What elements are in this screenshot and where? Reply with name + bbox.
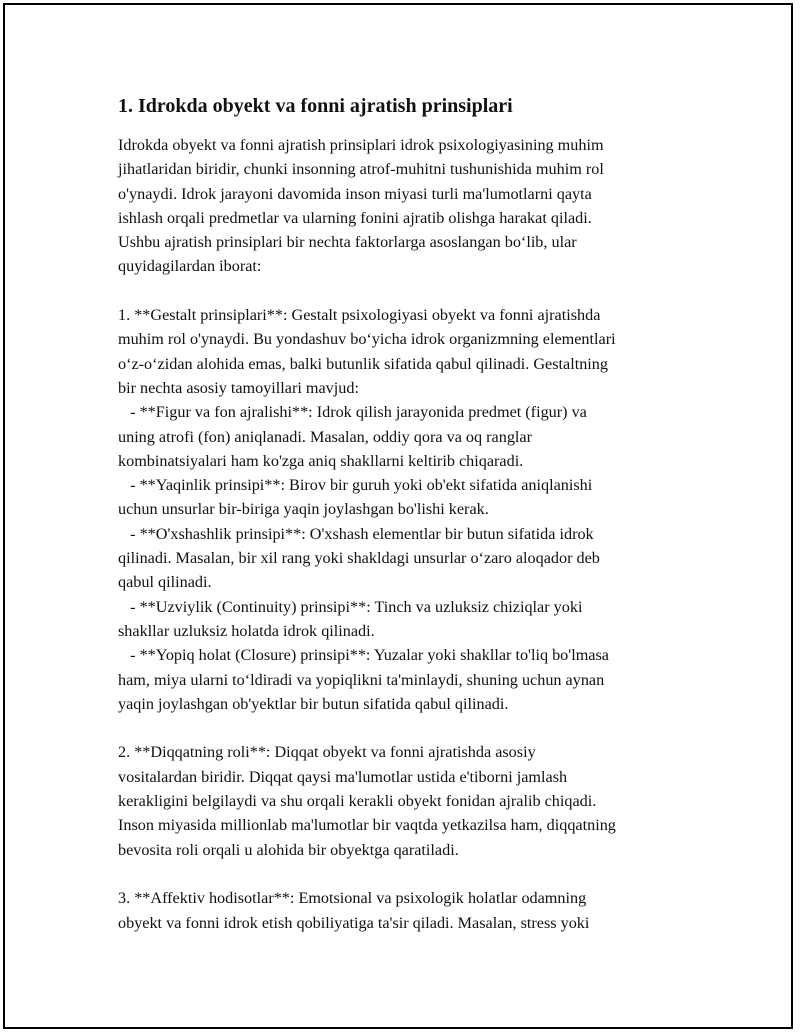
document-content: [118, 92, 698, 935]
document-body: Idrokda obyekt va fonni ajratish prinsiplari idrok psixologiyasining muhim jihatlaridan biridir, chunki insonning atrof-muhitni tushunishida muhim rol o'ynaydi. Idrok jarayoni davomida inson miyasi turli ma'lumotlarni qayta ishlash orqali predmetlar va ularning fonini ajratib olishga harakat qiladi. Ushbu ajratish prinsiplari bir nechta faktorlarga asoslangan bo‘lib, ular quyidagilardan iborat: 1. **Gestalt prinsiplari**: Gestalt psixologiyasi obyekt va fonni ajratishda muhim rol o'ynaydi. Bu yondashuv bo‘yicha idrok organizmning elementlari o‘z-o‘zidan alohida emas, balki butunlik sifatida qabul qilinadi. Gestaltning bir nechta asosiy tamoyillari mavjud: - **Figur va fon ajralishi**: Idrok qilish jarayonida predmet (figur) va uning atrofi (fon) aniqlanadi. Masalan, oddiy qora va oq ranglar kombinatsiyalari ham ko'zga aniq shakllarni keltirib chiqaradi. - **Yaqinlik prinsipi**: Birov bir guruh yoki ob'ekt sifatida aniqlanishi uchun unsurlar bir-biriga yaqin joylashgan bo'lishi kerak. - **O'xshashlik prinsipi**: O'xshash elementlar bir butun sifatida idrok qilinadi. Masalan, bir xil rang yoki shakldagi unsurlar o‘zaro aloqador deb qabul qilinadi. - **Uzviylik (Continuity) prinsipi**: Tinch va uzluksiz chiziqlar yoki shakllar uzluksiz holatda idrok qilinadi. - **Yopiq holat (Closure) prinsipi**: Yuzalar yoki shakllar to'liq bo'lmasa ham, miya ularni to‘ldiradi va yopiqlikni ta'minlaydi, shuning uchun aynan yaqin joylashgan ob'yektlar bir butun sifatida qabul qilinadi. 2. **Diqqatning roli**: Diqqat obyekt va fonni ajratishda asosiy vositalardan biridir. Diqqat qaysi ma'lumotlar ustida e'tiborni jamlash kerakligini belgilaydi va shu orqali kerakli obyekt fonidan ajralib chiqadi. Inson miyasida millionlab ma'lumotlar bir vaqtda yetkazilsa ham, diqqatning bevosita roli orqali u alohida bir obyektga qaratiladi. 3. **Affektiv hodisotlar**: Emotsional va psixologik holatlar odamning obyekt va fonni idrok etish qobiliyatiga ta'sir qiladi. Masalan, stress yoki: [118, 136, 616, 932]
document-title: 1. Idrokda obyekt va fonni ajratish prinsiplari: [118, 95, 513, 117]
